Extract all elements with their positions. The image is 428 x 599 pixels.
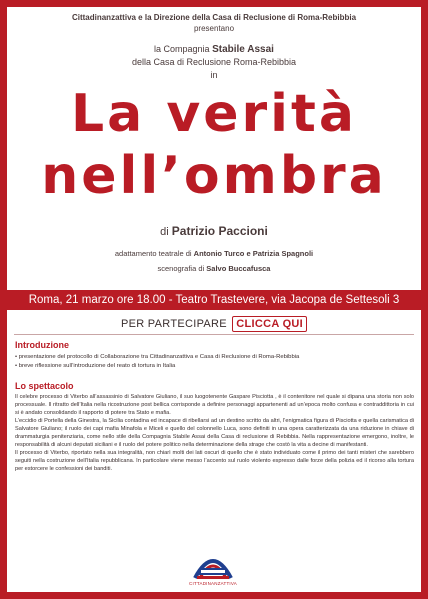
author — [0, 224, 428, 238]
header-presentano: presentano — [193, 24, 235, 33]
header-company-pre: la Compagnia — [154, 44, 213, 54]
scenography-name: Salvo Buccafusca — [206, 264, 271, 273]
header-organizers: Cittadinanzattiva e la Direzione della Casa di Reclusione di Roma-Rebibbia — [71, 13, 357, 22]
adaptation-credit — [0, 249, 428, 258]
list-item: • breve riflessione sull’introduzione del reato di tortura in Italia — [15, 362, 415, 371]
click-here-button[interactable]: CLICCA QUI — [232, 316, 307, 332]
author-name: Patrizio Paccioni — [171, 224, 268, 238]
scenography-pre: scenografia di — [157, 264, 207, 273]
show-description — [15, 394, 414, 474]
participate-label: PER PARTECIPARE — [120, 318, 227, 330]
show-title-line-1: La verità — [71, 84, 357, 144]
logo-icon — [187, 548, 239, 582]
header-company — [0, 44, 428, 55]
event-details-banner: Roma, 21 marzo ore 18.00 - Teatro Trastevere, via Jacopa de Settesoli 3 — [7, 290, 421, 310]
header-company-name: Stabile Assai — [212, 44, 274, 55]
paragraph: L’eccidio di Portella della Ginestra, la Sicilia contadina ed incapace di ribellarsi ad un destino scritto da altri, l’enigmatica figura di Pisciotta e quella carismatica di Salvatore Giuliano; il ruolo dei capi mafia Minafola e Miceli e quello del colonnello Luca, sono definiti in una opera caratterizzata da una riduzione in chiave di drammaturgia penitenziaria, come nello stile della Compagnia Stabile Assai della Casa di reclusione di Rebibbia. Nella rappresentazione emergono, inoltre, le responsabilità di alcuni deputati siciliani e il ruolo del potere politico nella determinazione della strage che costò la vita a decine di manifestanti. — [15, 417, 414, 448]
list-item: • presentazione del protocollo di Collaborazione tra Cittadinanzattiva e Casa di Reclusione di Roma-Rebibbia — [15, 353, 415, 362]
divider — [14, 334, 414, 335]
header-company-location: della Casa di Reclusione Roma-Rebibbia — [131, 57, 297, 67]
paragraph: Il celebre processo di Viterbo all’assassinio di Salvatore Giuliano, il suo luogotenente Gaspare Pisciotta , è il contenitore nel quale si dipana una storia non solo processuale. Il ritratto dell’Italia nella ricostruzione post bellica corrisponde a definire personaggi appartenenti ad un’epoca molto confusa e contraddittoria in cui si è andato consolidando il rapporto di potere tra Stato e mafia. — [15, 394, 414, 416]
logo-wordmark: CITTADINANZATTIVA — [189, 581, 237, 586]
intro-list — [15, 353, 415, 371]
show-heading: Lo spettacolo — [15, 381, 74, 391]
paragraph: Il processo di Viterbo, riportato nella sua integralità, non chiarì molti dei lati oscuri di quello che è stato individuato come il primo dei tanti misteri che sarebbero seguiti nella costruzione dell’Italia repubblicana. In particolare viene messo l’accento sul ruolo violento espresso dalle forze della polizia ed il ricorso alla tortura per estorcere le confessioni dei banditi. — [15, 449, 414, 472]
scenography-credit — [0, 264, 428, 273]
adaptation-pre: adattamento teatrale di — [114, 249, 194, 258]
participate-row — [0, 316, 428, 332]
adaptation-names: Antonio Turco e Patrizia Spagnoli — [193, 249, 314, 258]
header-in: in — [210, 70, 218, 80]
cittadinanzattiva-logo — [187, 548, 239, 590]
author-pre: di — [160, 226, 172, 238]
show-title-line-2: nell’ombra — [41, 146, 387, 206]
intro-heading: Introduzione — [15, 340, 69, 350]
